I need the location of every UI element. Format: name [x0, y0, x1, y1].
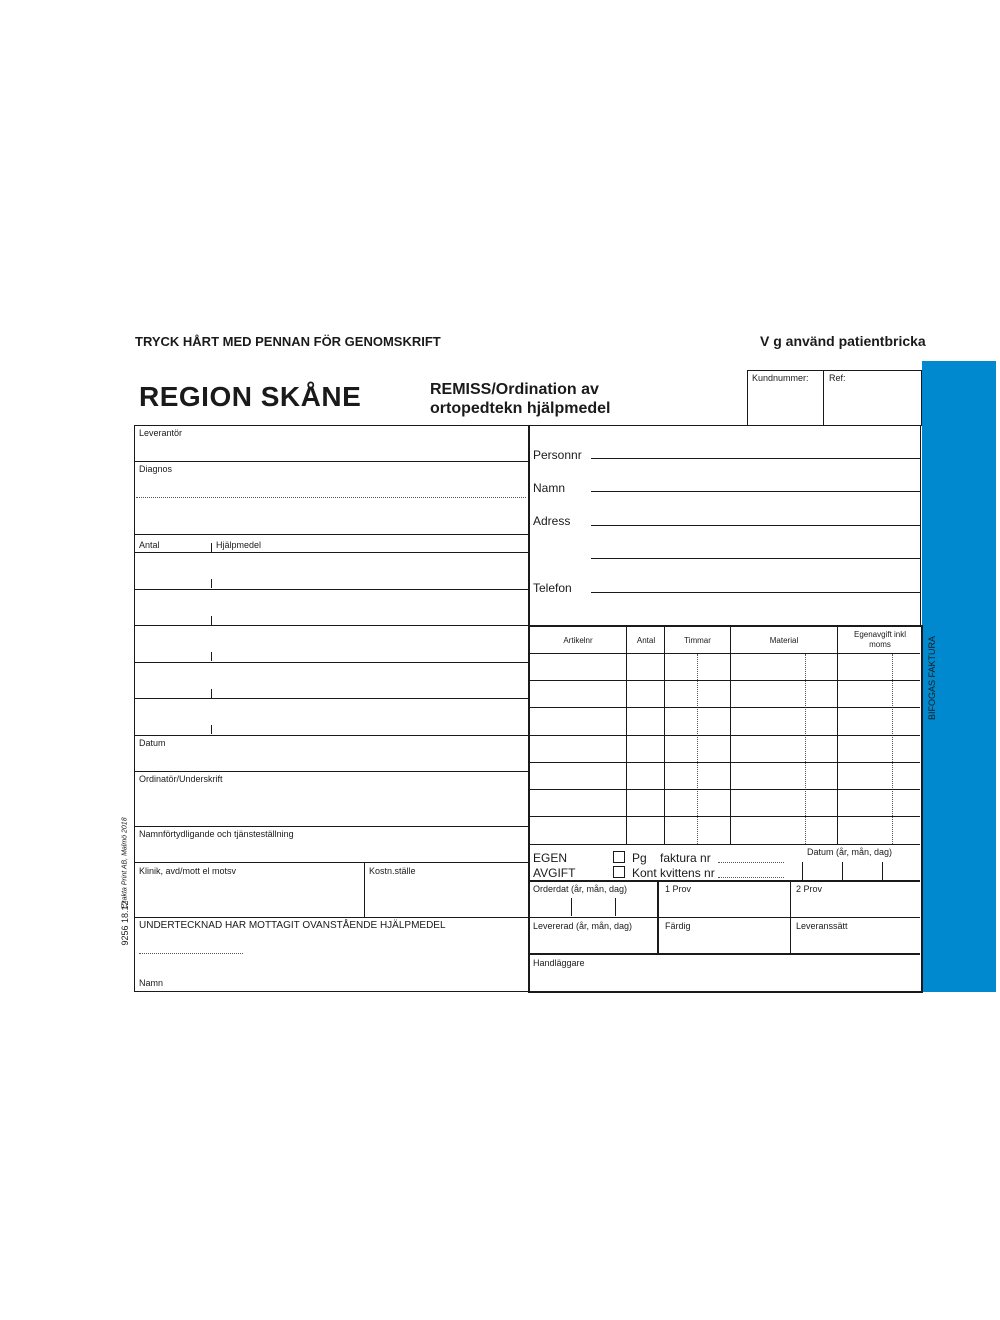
phone-field[interactable] — [593, 576, 918, 591]
fitting2-field[interactable] — [793, 896, 918, 916]
date-field[interactable] — [136, 750, 526, 769]
handler-label: Handläggare — [533, 958, 585, 968]
aid-row[interactable] — [136, 627, 526, 661]
order-date-label: Orderdat (år, mån, dag) — [533, 884, 628, 894]
patient-fee-header: Egenavgift inkl moms — [853, 630, 907, 649]
cost-center-field[interactable] — [366, 878, 526, 915]
invoice-number-field[interactable] — [718, 850, 784, 862]
recipient-signature-field[interactable] — [139, 935, 249, 953]
receipt-checkbox[interactable] — [613, 866, 625, 878]
pg-checkbox[interactable] — [613, 851, 625, 863]
receipt-number-field[interactable] — [718, 865, 784, 877]
address-field-line2[interactable] — [593, 542, 918, 557]
patient-tray-note: V g använd patientbricka — [760, 333, 926, 349]
printer-info: Exakta Print AB, Malmö 2018 — [121, 817, 129, 909]
clinic-field[interactable] — [136, 878, 362, 915]
article-row[interactable] — [530, 818, 918, 843]
date-label: Datum — [139, 738, 166, 748]
article-row[interactable] — [530, 791, 918, 815]
personnr-field[interactable] — [593, 442, 918, 457]
diagnosis-label: Diagnos — [139, 464, 173, 474]
delivery-method-field[interactable] — [793, 933, 918, 952]
supplier-field[interactable] — [136, 440, 526, 460]
cost-center-label: Kostn.ställe — [369, 866, 416, 876]
fitting1-label: 1 Prov — [665, 884, 692, 894]
hours-header: Timmar — [684, 636, 711, 645]
supplier-label: Leverantör — [139, 428, 183, 438]
customer-number-label: Kundnummer: — [752, 373, 809, 383]
recipient-name-label: Namn — [139, 978, 164, 988]
article-row[interactable] — [530, 655, 918, 679]
personnr-label: Personnr — [533, 448, 582, 462]
aid-row[interactable] — [136, 664, 526, 698]
form-title-line1: REMISS/Ordination av — [430, 381, 599, 398]
finished-field[interactable] — [661, 933, 788, 952]
material-header: Material — [769, 636, 799, 645]
fee-date-label: Datum (år, mån, dag) — [807, 847, 893, 857]
phone-label: Telefon — [533, 581, 572, 595]
article-row[interactable] — [530, 737, 918, 761]
name-clarification-label: Namnförtydligande och tjänsteställning — [139, 829, 294, 839]
ref-field[interactable] — [826, 386, 918, 422]
fee-date-field[interactable] — [804, 861, 918, 880]
egen-label: EGEN — [533, 851, 568, 865]
delivered-field[interactable] — [531, 933, 655, 952]
prescriber-signature-field[interactable] — [136, 786, 526, 824]
diagnosis-field[interactable] — [136, 476, 526, 532]
fitting2-label: 2 Prov — [796, 884, 823, 894]
order-date-field[interactable] — [531, 896, 655, 916]
aid-row[interactable] — [136, 700, 526, 734]
article-row[interactable] — [530, 682, 918, 706]
invoice-number-label: faktura nr — [660, 851, 711, 865]
address-label: Adress — [533, 514, 571, 528]
qty-header: Antal — [636, 636, 656, 645]
finished-label: Färdig — [665, 921, 691, 931]
name-clarification-field[interactable] — [136, 841, 526, 861]
address-field[interactable] — [593, 509, 918, 524]
patient-name-label: Namn — [533, 481, 566, 495]
aid-row[interactable] — [136, 554, 526, 588]
form-title — [430, 380, 610, 418]
clinic-label: Klinik, avd/mott el motsv — [139, 866, 237, 876]
prescriber-label: Ordinatör/Underskrift — [139, 774, 223, 784]
ref-label: Ref: — [829, 373, 846, 383]
invoice-attach-label: BIFOGAS FAKTURA — [927, 635, 937, 721]
delivered-label: Levererad (år, mån, dag) — [533, 921, 633, 931]
receipt-number-label: Kont kvittens nr — [632, 866, 715, 880]
aid-row[interactable] — [136, 591, 526, 625]
print-instruction: TRYCK HÅRT MED PENNAN FÖR GENOMSKRIFT — [135, 334, 441, 349]
handler-field[interactable] — [531, 970, 918, 988]
qty-label: Antal — [139, 540, 160, 550]
patient-name-field[interactable] — [593, 475, 918, 490]
article-row[interactable] — [530, 709, 918, 734]
received-statement: UNDERTECKNAD HAR MOTTAGIT OVANSTÅENDE HJÄLPMEDEL — [139, 920, 446, 931]
form-number: 9256 18.12 — [120, 900, 130, 946]
aid-label: Hjälpmedel — [216, 540, 262, 550]
article-number-header: Artikelnr — [563, 636, 593, 645]
article-row[interactable] — [530, 764, 918, 788]
fitting1-field[interactable] — [661, 896, 788, 916]
delivery-method-label: Leveranssätt — [796, 921, 848, 931]
brand-title: REGION SKÅNE — [139, 381, 362, 412]
avgift-label: AVGIFT — [533, 866, 576, 880]
form-title-line2: ortopedtekn hjälpmedel — [430, 400, 611, 417]
customer-number-field[interactable] — [753, 386, 821, 422]
pg-label: Pg — [632, 851, 647, 865]
